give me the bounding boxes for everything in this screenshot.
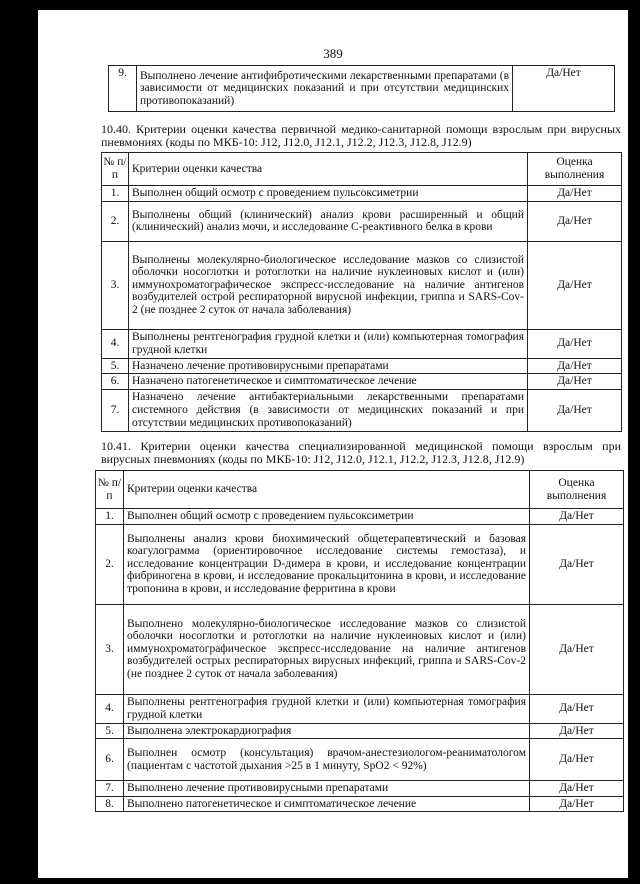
row-number: 1.: [96, 509, 124, 525]
table-row: [102, 358, 622, 374]
row-number: 2.: [96, 524, 124, 604]
row-criterion: Выполнен осмотр (консультация) врачом-анестезиологом-реаниматологом (пациентам с частотой дыхания >25 в 1 минуту, SpO2 < 92%): [124, 739, 530, 781]
row-grade: Да/Нет: [528, 329, 622, 358]
row-number: 3.: [102, 241, 129, 329]
row-number: 2.: [102, 201, 129, 241]
table-row: [96, 509, 624, 525]
row-grade: Да/Нет: [528, 389, 622, 431]
row-grade: Да/Нет: [528, 358, 622, 374]
row-grade: Да/Нет: [530, 781, 624, 797]
row-grade: Да/Нет: [528, 186, 622, 202]
row-number: 3.: [96, 604, 124, 694]
row-criterion: Выполнено молекулярно-биологическое исследование мазков со слизистой оболочки носоглотки и ротоглотки на наличие нуклеиновых кислот и (или) иммунохроматографическое экспресс-исследование на наличие антигенов возбудителей острых респираторных вирусных инфекций, гриппа и SARS-Cov-2 (не позднее 2 суток от начала заболевания): [124, 604, 530, 694]
document-page: [38, 10, 628, 878]
row-number: 7.: [102, 389, 129, 431]
row-number: 9.: [109, 66, 137, 112]
row-criterion: Выполнена электрокардиография: [124, 723, 530, 739]
row-grade: Да/Нет: [530, 694, 624, 723]
header-grade: Оценка выполнения: [530, 471, 624, 509]
table-row: [109, 66, 615, 112]
row-criterion: Выполнены молекулярно-биологическое исследование мазков со слизистой оболочки носоглотки и ротоглотки на наличие нуклеиновых кислот и (или) иммунохроматографическое экспресс-исследование на наличие антигенов возбудителей острой респираторной вирусной инфекции, гриппа и SARS-Cov-2 (не позднее 2 суток от начала заболевания): [129, 241, 528, 329]
criteria-table-specialized: [95, 470, 624, 812]
header-number: № п/п: [96, 471, 124, 509]
page-number: 389: [323, 46, 343, 61]
row-criterion: Выполнены рентгенография грудной клетки и (или) компьютерная томография грудной клетки: [124, 694, 530, 723]
section-title: 10.40. Критерии оценки качества первичной медико-санитарной помощи взрослым при вирусных пневмониях (коды по МКБ-10: J12, J12.0, J12.1, J12.2, J12.3, J12.8, J12.9): [101, 122, 621, 149]
row-number: 6.: [102, 374, 129, 390]
row-grade: Да/Нет: [530, 739, 624, 781]
row-grade: Да/Нет: [513, 66, 615, 112]
table-row: [102, 389, 622, 431]
section-title: 10.41. Критерии оценки качества специализированной медицинской помощи взрослым при вирусных пневмониях (коды по МКБ-10: J12, J12.0, J12.1, J12.2, J12.3, J12.8, J12.9): [101, 439, 621, 466]
row-criterion: Назначено патогенетическое и симптоматическое лечение: [129, 374, 528, 390]
row-criterion: Выполнены анализ крови биохимический общетерапевтический и базовая коагулограмма (ориентировочное исследование системы гемостаза), и исследование концентрации D-димера в крови, и исследование концентрации фибриногена в крови, и исследование прокальцитонина в крови, и исследование тропонина в крови, и исследование ферритина в крови: [124, 524, 530, 604]
table-row: [96, 723, 624, 739]
table-row: [102, 374, 622, 390]
row-criterion: Выполнено патогенетическое и симптоматическое лечение: [124, 796, 530, 812]
table-row: [102, 241, 622, 329]
row-number: 8.: [96, 796, 124, 812]
row-criterion: Выполнен общий осмотр с проведением пульсоксиметрии: [129, 186, 528, 202]
row-grade: Да/Нет: [530, 604, 624, 694]
row-grade: Да/Нет: [530, 796, 624, 812]
row-number: 1.: [102, 186, 129, 202]
table-header-row: [102, 153, 622, 186]
row-criterion: Назначено лечение антибактериальными лекарственными препаратами системного действия (в зависимости от медицинских показаний и при отсутствии медицинских противопоказаний): [129, 389, 528, 431]
row-criterion: Выполнено лечение антифибротическими лекарственными препаратами (в зависимости от медицинских показаний и при отсутствии медицинских противопоказаний): [137, 66, 513, 112]
header-grade: Оценка выполнения: [528, 153, 622, 186]
row-grade: Да/Нет: [530, 509, 624, 525]
table-row: [102, 186, 622, 202]
row-criterion: Выполнено лечение противовирусными препаратами: [124, 781, 530, 797]
criteria-table-primary: [101, 152, 622, 432]
table-header-row: [96, 471, 624, 509]
row-number: 5.: [96, 723, 124, 739]
row-grade: Да/Нет: [528, 241, 622, 329]
row-number: 5.: [102, 358, 129, 374]
table-row: [96, 781, 624, 797]
header-criteria: Критерии оценки качества: [124, 471, 530, 509]
row-grade: Да/Нет: [528, 201, 622, 241]
row-number: 6.: [96, 739, 124, 781]
table-row: [102, 329, 622, 358]
row-number: 7.: [96, 781, 124, 797]
row-grade: Да/Нет: [528, 374, 622, 390]
table-row: [102, 201, 622, 241]
table-row: [96, 694, 624, 723]
header-number: № п/п: [102, 153, 129, 186]
table-row: [96, 524, 624, 604]
row-criterion: Выполнен общий осмотр с проведением пульсоксиметрии: [124, 509, 530, 525]
row-number: 4.: [102, 329, 129, 358]
header-criteria: Критерии оценки качества: [129, 153, 528, 186]
row-grade: Да/Нет: [530, 723, 624, 739]
row-criterion: Назначено лечение противовирусными препаратами: [129, 358, 528, 374]
table-row: [96, 739, 624, 781]
row-number: 4.: [96, 694, 124, 723]
continuation-table: [108, 65, 615, 112]
row-criterion: Выполнены общий (клинический) анализ крови расширенный и общий (клинический) анализ мочи, и исследование С-реактивного белка в крови: [129, 201, 528, 241]
table-row: [96, 796, 624, 812]
row-grade: Да/Нет: [530, 524, 624, 604]
table-row: [96, 604, 624, 694]
row-criterion: Выполнены рентгенография грудной клетки и (или) компьютерная томография грудной клетки: [129, 329, 528, 358]
